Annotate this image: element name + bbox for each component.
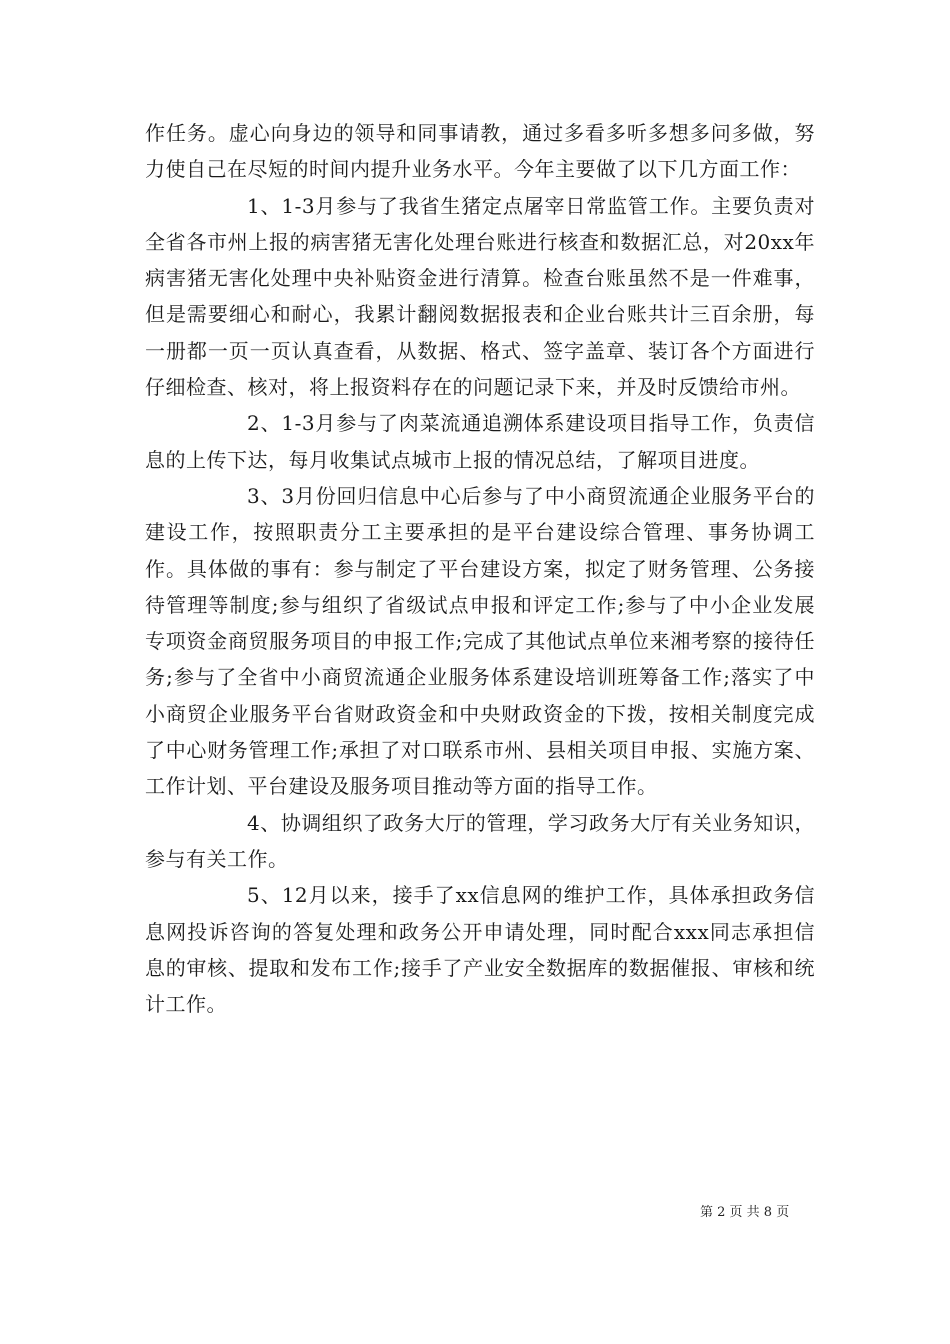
paragraph-intro-continuation: 作任务。虚心向身边的领导和同事请教，通过多看多听多想多问多做，努力使自己在尽短的时间内提升业务水平。今年主要做了以下几方面工作： <box>145 121 815 182</box>
page-number-footer: 第 2 页 共 8 页 <box>700 1205 790 1220</box>
paragraph-item-4: 4、协调组织了政务大厅的管理，学习政务大厅有关业务知识，参与有关工作。 <box>145 810 815 871</box>
paragraph-item-5: 5、12月以来，接手了xx信息网的维护工作，具体承担政务信息网投诉咨询的答复处理和政务公开申请处理，同时配合xxx同志承担信息的审核、提取和发布工作;接手了产业安全数据库的数据催报、审核和统计工作。 <box>145 883 815 1017</box>
document-body <box>145 115 815 1022</box>
paragraph-item-3: 3、3月份回归信息中心后参与了中小商贸流通企业服务平台的建设工作，按照职责分工主要承担的是平台建设综合管理、事务协调工作。具体做的事有：参与制定了平台建设方案，拟定了财务管理、公务接待管理等制度;参与组织了省级试点申报和评定工作;参与了中小企业发展专项资金商贸服务项目的申报工作;完成了其他试点单位来湘考察的接待任务;参与了全省中小商贸流通企业服务体系建设培训班筹备工作;落实了中小商贸企业服务平台省财政资金和中央财政资金的下拨，按相关制度完成了中心财务管理工作;承担了对口联系市州、县相关项目申报、实施方案、工作计划、平台建设及服务项目推动等方面的指导工作。 <box>145 483 815 799</box>
paragraph-item-2: 2、1-3月参与了肉菜流通追溯体系建设项目指导工作，负责信息的上传下达，每月收集试点城市上报的情况总结，了解项目进度。 <box>145 411 815 472</box>
paragraph-item-1: 1、1-3月参与了我省生猪定点屠宰日常监管工作。主要负责对全省各市州上报的病害猪无害化处理台账进行核查和数据汇总，对20xx年病害猪无害化处理中央补贴资金进行清算。检查台账虽然不是一件难事，但是需要细心和耐心，我累计翻阅数据报表和企业台账共计三百余册，每一册都一页一页认真查看，从数据、格式、签字盖章、装订各个方面进行仔细检查、核对，将上报资料存在的问题记录下来，并及时反馈给市州。 <box>145 193 815 400</box>
